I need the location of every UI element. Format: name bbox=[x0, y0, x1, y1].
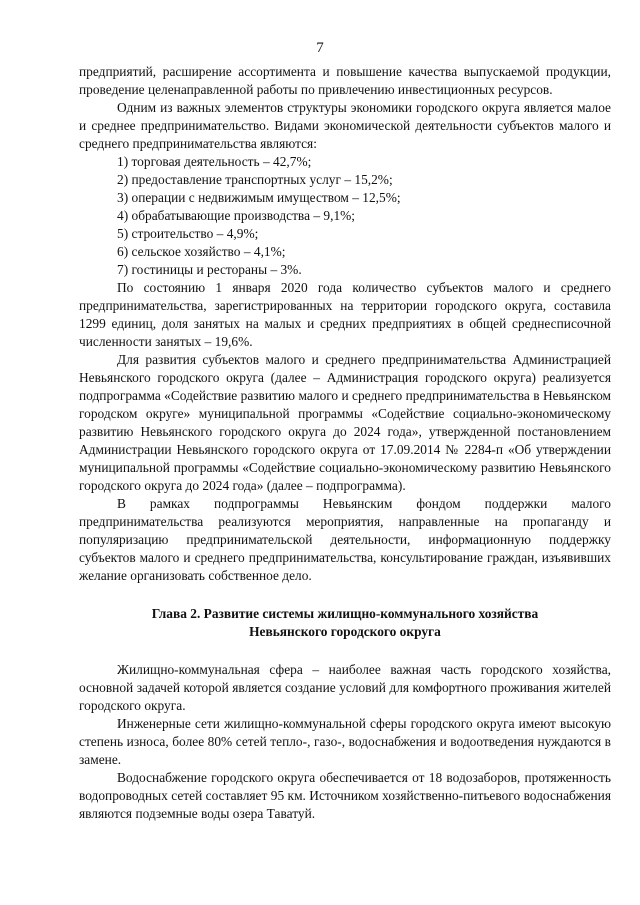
paragraph-continuation: предприятий, расширение ассортимента и повышение качества выпускаемой продукции, проведение целенаправленной работы по привлечению инвестиционных ресурсов. bbox=[79, 64, 611, 97]
paragraph-water-supply: Водоснабжение городского округа обеспечивается от 18 водозаборов, протяженность водопроводных сетей составляет 95 км. Источником хозяйственно-питьевого водоснабжения являются подземные воды озера Таватуй. bbox=[79, 770, 611, 821]
list-item: 7) гостиницы и рестораны – 3%. bbox=[117, 262, 302, 277]
page-number: 7 bbox=[316, 40, 324, 56]
paragraph-housing-sphere: Жилищно-коммунальная сфера – наиболее важная часть городского хозяйства, основной задачей которой является создание условий для комфортного проживания жителей городского округа. bbox=[79, 662, 611, 713]
chapter-heading-line-2: Невьянского городского округа bbox=[249, 624, 441, 639]
paragraph-sme-count: По состоянию 1 января 2020 года количество субъектов малого и среднего предпринимательства, зарегистрированных на территории городского округа, составила 1299 единиц, доля занятых на малых и средних предприятиях в общей среднесписочной численности занятых – 19,6%. bbox=[79, 280, 611, 349]
page-content bbox=[79, 63, 611, 823]
list-item: 3) операции с недвижимым имуществом – 12,5%; bbox=[117, 190, 401, 205]
list-item: 2) предоставление транспортных услуг – 15,2%; bbox=[117, 172, 393, 187]
list-item: 4) обрабатывающие производства – 9,1%; bbox=[117, 208, 356, 223]
list-item: 6) сельское хозяйство – 4,1%; bbox=[117, 244, 286, 259]
paragraph-subprogram: Для развития субъектов малого и среднего предпринимательства Администрацией Невьянского городского округа (далее – Администрация городского округа) реализуется подпрограмма «Содействие развитию малого и среднего предпринимательства в Невьянском городском округе» муниципальной программы «Содействие социально-экономическому развитию Невьянского городского округа до 2024 года», утвержденной постановлением Администрации Невьянского городского округа от 17.09.2014 № 2284-п «Об утверждении муниципальной программы «Содействие социально-экономическому развитию Невьянского городского округа до 2024 года» (далее – подпрограмма). bbox=[79, 352, 611, 493]
paragraph-support-fund: В рамках подпрограммы Невьянским фондом поддержки малого предпринимательства реализуются мероприятия, направленные на пропаганду и популяризацию предпринимательской деятельности, информационную поддержку субъектов малого и среднего предпринимательства, консультирование граждан, изъявивших желание организовать собственное дело. bbox=[79, 496, 611, 583]
chapter-heading bbox=[79, 605, 611, 641]
list-item: 5) строительство – 4,9%; bbox=[117, 226, 259, 241]
paragraph-engineering-networks: Инженерные сети жилищно-коммунальной сферы городского округа имеют высокую степень износа, более 80% сетей тепло-, газо-, водоснабжения и водоотведения нуждаются в замене. bbox=[79, 716, 611, 767]
paragraph-economy-structure: Одним из важных элементов структуры экономики городского округа является малое и среднее предпринимательство. Видами экономической деятельности субъектов малого и среднего предпринимательства являются: bbox=[79, 100, 611, 151]
activity-list bbox=[79, 153, 611, 279]
chapter-heading-line-1: Глава 2. Развитие системы жилищно-коммунального хозяйства bbox=[151, 606, 539, 621]
list-item: 1) торговая деятельность – 42,7%; bbox=[117, 154, 312, 169]
